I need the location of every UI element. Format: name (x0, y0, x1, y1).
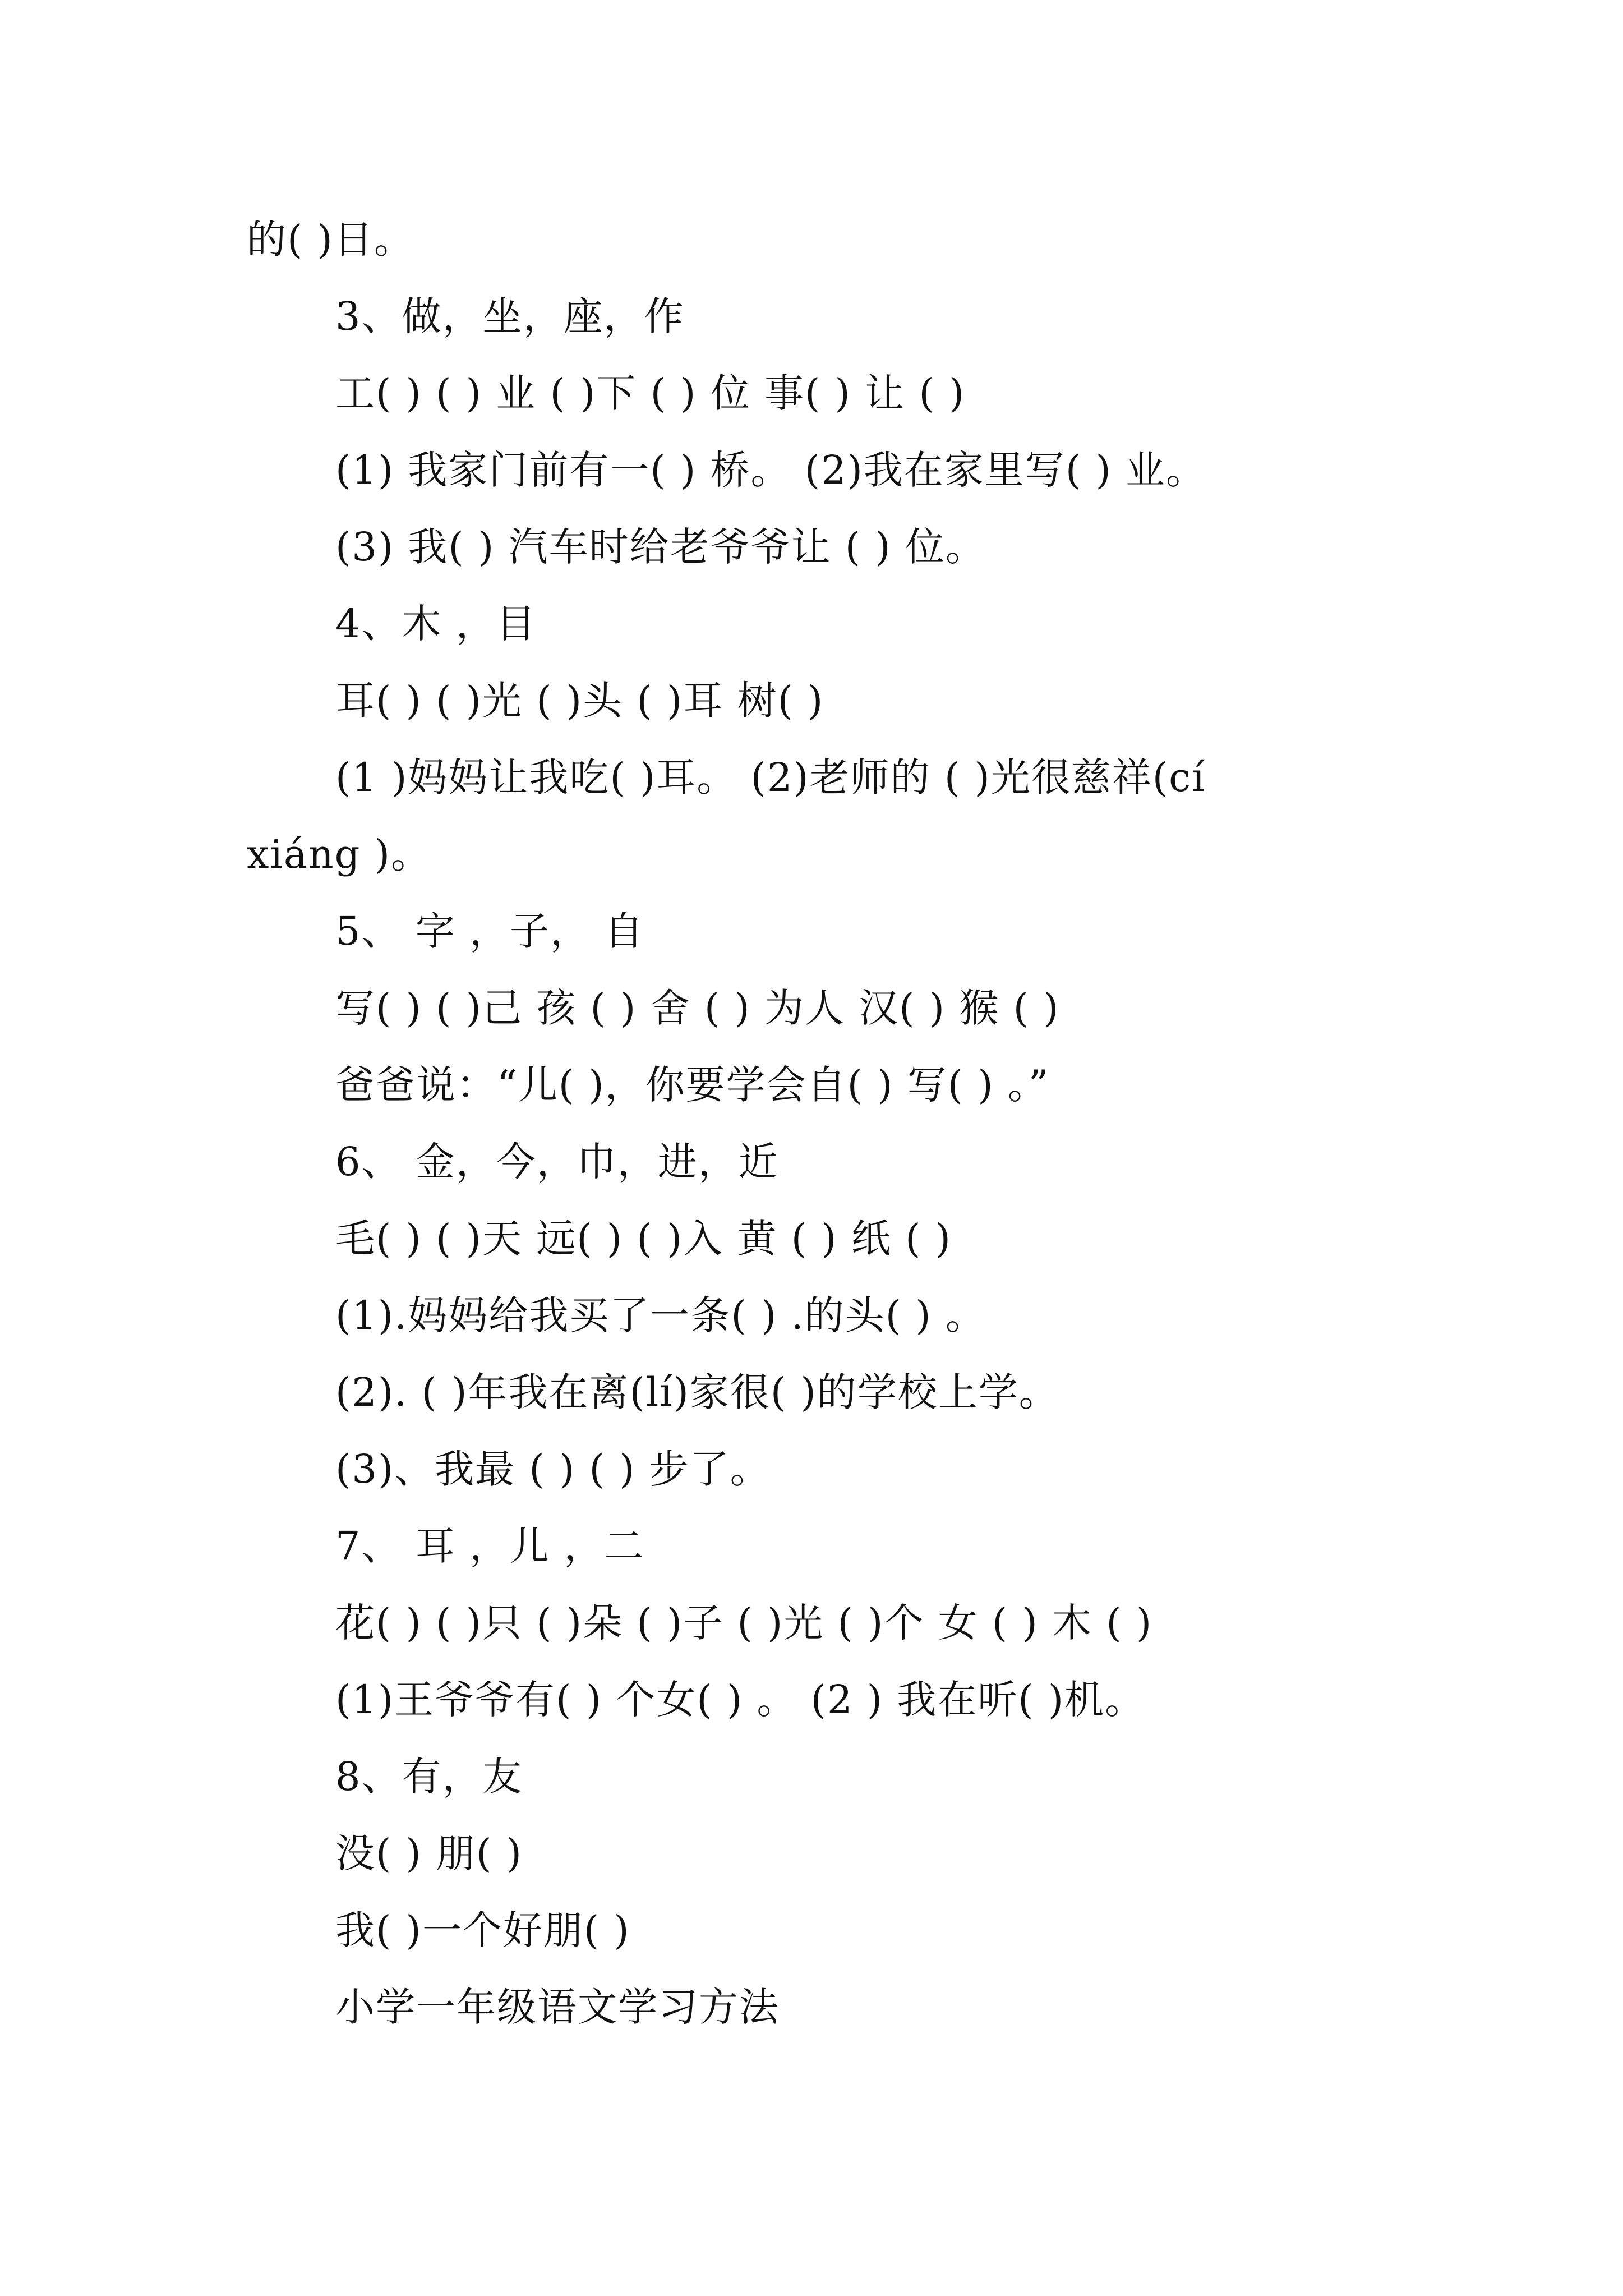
text-line-14: 毛( ) ( )天 远( ) ( )入 黄 ( ) 纸 ( ) (335, 1216, 952, 1262)
text-line-21: 8、有，友 (335, 1754, 523, 1800)
text-line-2: 3、做，坐，座，作 (335, 293, 685, 339)
text-line-15: (1).妈妈给我买了一条( ) .的头( ) 。 (335, 1292, 986, 1338)
text-line-20: (1)王爷爷有( ) 个女( ) 。 (2 ) 我在听( )机。 (335, 1677, 1146, 1723)
text-line-10: 5、 字 ，子， 自 (335, 908, 645, 954)
text-line-24: 小学一年级语文学习方法 (335, 1984, 780, 2030)
text-line-23: 我( )一个好朋( ) (335, 1907, 630, 1953)
text-line-8: (1 )妈妈让我吃( )耳。 (2)老师的 ( )光很慈祥(cí (335, 754, 1206, 800)
text-line-17: (3)、我最 ( ) ( ) 步了。 (335, 1446, 771, 1492)
text-line-22: 没( ) 朋( ) (335, 1830, 523, 1876)
text-line-5: (3) 我( ) 汽车时给老爷爷让 ( ) 位。 (335, 524, 986, 570)
text-line-18: 7、 耳 ，儿 ，二 (335, 1523, 645, 1569)
text-line-6: 4、木 ，目 (335, 601, 537, 647)
text-line-9: xiáng )。 (247, 831, 432, 877)
text-line-13: 6、 金，今，巾，进，近 (335, 1139, 779, 1185)
text-line-16: (2). ( )年我在离(lí)家很( )的学校上学。 (335, 1369, 1059, 1415)
text-line-12: 爸爸说：“儿( )，你要学会自( ) 写( ) 。” (335, 1062, 1050, 1108)
text-line-4: (1) 我家门前有一( ) 桥。 (2)我在家里写( ) 业。 (335, 447, 1207, 493)
text-line-19: 花( ) ( )只 ( )朵 ( )子 ( )光 ( )个 女 ( ) 木 ( ) (335, 1600, 1153, 1646)
text-line-11: 写( ) ( )己 孩 ( ) 舍 ( ) 为人 汉( ) 猴 ( ) (335, 985, 1060, 1031)
text-line-7: 耳( ) ( )光 ( )头 ( )耳 树( ) (335, 678, 824, 724)
text-line-1: 的( )日。 (247, 217, 414, 263)
text-line-3: 工( ) ( ) 业 ( )下 ( ) 位 事( ) 让 ( ) (335, 370, 966, 416)
